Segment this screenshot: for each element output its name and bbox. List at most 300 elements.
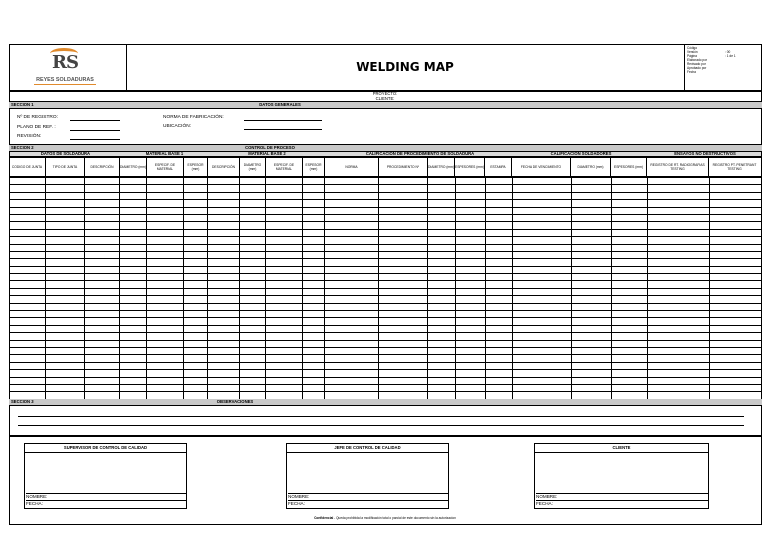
table-cell[interactable] xyxy=(184,244,208,251)
table-cell[interactable] xyxy=(85,296,120,303)
table-cell[interactable] xyxy=(379,207,428,214)
table-cell[interactable] xyxy=(184,362,208,369)
table-cell[interactable] xyxy=(485,347,512,354)
table-cell[interactable] xyxy=(455,185,485,192)
table-cell[interactable] xyxy=(266,384,303,391)
table-cell[interactable] xyxy=(485,303,512,310)
table-cell[interactable] xyxy=(10,340,46,347)
table-cell[interactable] xyxy=(611,333,647,340)
table-cell[interactable] xyxy=(147,303,184,310)
table-cell[interactable] xyxy=(325,229,379,236)
table-cell[interactable] xyxy=(240,281,266,288)
table-cell[interactable] xyxy=(571,229,611,236)
table-cell[interactable] xyxy=(611,178,647,185)
table-cell[interactable] xyxy=(303,266,325,273)
table-cell[interactable] xyxy=(120,259,147,266)
table-cell[interactable] xyxy=(266,311,303,318)
table-cell[interactable] xyxy=(512,340,571,347)
table-cell[interactable] xyxy=(46,333,85,340)
table-cell[interactable] xyxy=(208,214,240,221)
table-cell[interactable] xyxy=(485,288,512,295)
table-cell[interactable] xyxy=(428,237,455,244)
table-cell[interactable] xyxy=(85,347,120,354)
table-cell[interactable] xyxy=(379,178,428,185)
table-cell[interactable] xyxy=(266,185,303,192)
table-cell[interactable] xyxy=(325,259,379,266)
table-cell[interactable] xyxy=(428,347,455,354)
table-cell[interactable] xyxy=(647,333,709,340)
table-cell[interactable] xyxy=(240,377,266,384)
table-cell[interactable] xyxy=(325,192,379,199)
table-cell[interactable] xyxy=(85,384,120,391)
table-cell[interactable] xyxy=(709,318,761,325)
table-cell[interactable] xyxy=(571,311,611,318)
table-cell[interactable] xyxy=(428,288,455,295)
table-cell[interactable] xyxy=(379,384,428,391)
table-cell[interactable] xyxy=(266,370,303,377)
table-cell[interactable] xyxy=(240,384,266,391)
table-cell[interactable] xyxy=(512,325,571,332)
table-cell[interactable] xyxy=(240,288,266,295)
table-cell[interactable] xyxy=(325,384,379,391)
table-cell[interactable] xyxy=(184,377,208,384)
table-cell[interactable] xyxy=(208,296,240,303)
table-cell[interactable] xyxy=(611,229,647,236)
table-cell[interactable] xyxy=(147,251,184,258)
table-cell[interactable] xyxy=(85,311,120,318)
table-cell[interactable] xyxy=(647,207,709,214)
table-cell[interactable] xyxy=(303,296,325,303)
table-cell[interactable] xyxy=(46,200,85,207)
table-cell[interactable] xyxy=(428,214,455,221)
table-cell[interactable] xyxy=(120,318,147,325)
table-cell[interactable] xyxy=(647,325,709,332)
table-cell[interactable] xyxy=(325,266,379,273)
table-cell[interactable] xyxy=(571,178,611,185)
table-cell[interactable] xyxy=(46,251,85,258)
table-cell[interactable] xyxy=(428,222,455,229)
table-cell[interactable] xyxy=(428,229,455,236)
table-cell[interactable] xyxy=(325,311,379,318)
table-cell[interactable] xyxy=(46,281,85,288)
table-cell[interactable] xyxy=(85,200,120,207)
table-cell[interactable] xyxy=(85,281,120,288)
table-cell[interactable] xyxy=(266,288,303,295)
table-cell[interactable] xyxy=(571,185,611,192)
table-cell[interactable] xyxy=(512,311,571,318)
table-cell[interactable] xyxy=(428,178,455,185)
table-cell[interactable] xyxy=(120,207,147,214)
table-cell[interactable] xyxy=(428,251,455,258)
table-cell[interactable] xyxy=(709,259,761,266)
table-cell[interactable] xyxy=(240,318,266,325)
table-cell[interactable] xyxy=(303,377,325,384)
table-cell[interactable] xyxy=(208,303,240,310)
table-cell[interactable] xyxy=(485,237,512,244)
table-cell[interactable] xyxy=(303,251,325,258)
table-cell[interactable] xyxy=(303,384,325,391)
table-cell[interactable] xyxy=(46,303,85,310)
table-cell[interactable] xyxy=(240,244,266,251)
table-cell[interactable] xyxy=(512,244,571,251)
table-cell[interactable] xyxy=(46,214,85,221)
table-cell[interactable] xyxy=(571,325,611,332)
table-cell[interactable] xyxy=(325,296,379,303)
table-cell[interactable] xyxy=(303,370,325,377)
table-cell[interactable] xyxy=(266,355,303,362)
table-cell[interactable] xyxy=(709,355,761,362)
table-cell[interactable] xyxy=(85,229,120,236)
table-cell[interactable] xyxy=(184,318,208,325)
table-cell[interactable] xyxy=(147,274,184,281)
table-cell[interactable] xyxy=(512,214,571,221)
table-cell[interactable] xyxy=(10,296,46,303)
table-cell[interactable] xyxy=(512,288,571,295)
table-cell[interactable] xyxy=(709,274,761,281)
table-cell[interactable] xyxy=(85,244,120,251)
table-cell[interactable] xyxy=(266,251,303,258)
table-cell[interactable] xyxy=(147,311,184,318)
table-cell[interactable] xyxy=(611,377,647,384)
table-cell[interactable] xyxy=(512,274,571,281)
table-cell[interactable] xyxy=(147,259,184,266)
table-cell[interactable] xyxy=(611,281,647,288)
table-cell[interactable] xyxy=(379,355,428,362)
table-cell[interactable] xyxy=(325,355,379,362)
table-cell[interactable] xyxy=(10,244,46,251)
table-cell[interactable] xyxy=(611,325,647,332)
table-cell[interactable] xyxy=(379,274,428,281)
table-cell[interactable] xyxy=(303,207,325,214)
table-cell[interactable] xyxy=(46,274,85,281)
table-cell[interactable] xyxy=(485,318,512,325)
table-cell[interactable] xyxy=(85,185,120,192)
table-cell[interactable] xyxy=(455,362,485,369)
table-cell[interactable] xyxy=(571,207,611,214)
table-cell[interactable] xyxy=(240,340,266,347)
table-cell[interactable] xyxy=(184,370,208,377)
table-cell[interactable] xyxy=(611,362,647,369)
table-cell[interactable] xyxy=(120,296,147,303)
table-cell[interactable] xyxy=(709,325,761,332)
table-cell[interactable] xyxy=(208,370,240,377)
table-cell[interactable] xyxy=(512,237,571,244)
table-cell[interactable] xyxy=(10,214,46,221)
norma-field[interactable] xyxy=(244,120,322,121)
table-cell[interactable] xyxy=(455,333,485,340)
table-cell[interactable] xyxy=(455,178,485,185)
table-cell[interactable] xyxy=(571,362,611,369)
table-cell[interactable] xyxy=(325,377,379,384)
table-cell[interactable] xyxy=(266,281,303,288)
table-cell[interactable] xyxy=(303,229,325,236)
table-cell[interactable] xyxy=(303,340,325,347)
table-cell[interactable] xyxy=(455,237,485,244)
table-cell[interactable] xyxy=(647,274,709,281)
table-cell[interactable] xyxy=(485,266,512,273)
table-cell[interactable] xyxy=(325,200,379,207)
table-cell[interactable] xyxy=(485,222,512,229)
table-cell[interactable] xyxy=(10,281,46,288)
table-cell[interactable] xyxy=(46,340,85,347)
table-cell[interactable] xyxy=(485,377,512,384)
table-cell[interactable] xyxy=(325,185,379,192)
table-cell[interactable] xyxy=(647,244,709,251)
table-cell[interactable] xyxy=(266,207,303,214)
table-cell[interactable] xyxy=(428,200,455,207)
table-cell[interactable] xyxy=(709,384,761,391)
table-cell[interactable] xyxy=(208,200,240,207)
table-cell[interactable] xyxy=(120,384,147,391)
table-cell[interactable] xyxy=(240,362,266,369)
table-cell[interactable] xyxy=(85,207,120,214)
table-cell[interactable] xyxy=(85,333,120,340)
table-cell[interactable] xyxy=(85,222,120,229)
table-cell[interactable] xyxy=(208,207,240,214)
table-cell[interactable] xyxy=(485,244,512,251)
table-cell[interactable] xyxy=(208,333,240,340)
table-cell[interactable] xyxy=(240,237,266,244)
table-cell[interactable] xyxy=(147,229,184,236)
table-cell[interactable] xyxy=(379,281,428,288)
table-cell[interactable] xyxy=(325,207,379,214)
table-cell[interactable] xyxy=(147,244,184,251)
table-cell[interactable] xyxy=(512,370,571,377)
revision-field[interactable] xyxy=(70,139,120,140)
table-cell[interactable] xyxy=(184,222,208,229)
table-cell[interactable] xyxy=(266,244,303,251)
table-cell[interactable] xyxy=(240,222,266,229)
table-cell[interactable] xyxy=(428,340,455,347)
table-cell[interactable] xyxy=(120,192,147,199)
table-cell[interactable] xyxy=(240,192,266,199)
table-cell[interactable] xyxy=(428,318,455,325)
table-cell[interactable] xyxy=(208,347,240,354)
table-cell[interactable] xyxy=(611,237,647,244)
table-cell[interactable] xyxy=(46,185,85,192)
table-cell[interactable] xyxy=(611,311,647,318)
table-cell[interactable] xyxy=(120,288,147,295)
table-cell[interactable] xyxy=(85,303,120,310)
table-cell[interactable] xyxy=(379,237,428,244)
table-cell[interactable] xyxy=(303,318,325,325)
table-cell[interactable] xyxy=(208,377,240,384)
table-cell[interactable] xyxy=(208,244,240,251)
table-cell[interactable] xyxy=(208,259,240,266)
table-cell[interactable] xyxy=(184,207,208,214)
table-cell[interactable] xyxy=(485,384,512,391)
table-cell[interactable] xyxy=(240,229,266,236)
table-cell[interactable] xyxy=(455,340,485,347)
table-cell[interactable] xyxy=(266,266,303,273)
table-cell[interactable] xyxy=(485,370,512,377)
table-cell[interactable] xyxy=(266,222,303,229)
table-cell[interactable] xyxy=(571,288,611,295)
table-cell[interactable] xyxy=(240,178,266,185)
table-cell[interactable] xyxy=(208,237,240,244)
table-cell[interactable] xyxy=(208,325,240,332)
table-cell[interactable] xyxy=(46,207,85,214)
table-cell[interactable] xyxy=(325,318,379,325)
table-cell[interactable] xyxy=(455,192,485,199)
table-cell[interactable] xyxy=(485,340,512,347)
table-cell[interactable] xyxy=(571,237,611,244)
table-cell[interactable] xyxy=(10,200,46,207)
table-cell[interactable] xyxy=(10,370,46,377)
table-cell[interactable] xyxy=(46,192,85,199)
table-cell[interactable] xyxy=(10,266,46,273)
table-cell[interactable] xyxy=(709,333,761,340)
table-cell[interactable] xyxy=(512,259,571,266)
table-cell[interactable] xyxy=(266,178,303,185)
table-cell[interactable] xyxy=(46,370,85,377)
table-cell[interactable] xyxy=(485,362,512,369)
table-cell[interactable] xyxy=(455,296,485,303)
table-cell[interactable] xyxy=(240,370,266,377)
table-cell[interactable] xyxy=(266,318,303,325)
table-cell[interactable] xyxy=(208,229,240,236)
table-cell[interactable] xyxy=(10,355,46,362)
table-cell[interactable] xyxy=(512,303,571,310)
table-cell[interactable] xyxy=(85,237,120,244)
table-cell[interactable] xyxy=(208,340,240,347)
table-cell[interactable] xyxy=(85,355,120,362)
table-cell[interactable] xyxy=(266,377,303,384)
table-cell[interactable] xyxy=(428,362,455,369)
table-cell[interactable] xyxy=(709,222,761,229)
table-cell[interactable] xyxy=(240,251,266,258)
table-cell[interactable] xyxy=(379,340,428,347)
table-cell[interactable] xyxy=(120,370,147,377)
table-cell[interactable] xyxy=(571,214,611,221)
table-cell[interactable] xyxy=(709,303,761,310)
table-cell[interactable] xyxy=(303,362,325,369)
table-cell[interactable] xyxy=(46,318,85,325)
table-cell[interactable] xyxy=(120,222,147,229)
table-cell[interactable] xyxy=(240,266,266,273)
table-cell[interactable] xyxy=(120,311,147,318)
table-cell[interactable] xyxy=(428,281,455,288)
table-cell[interactable] xyxy=(147,325,184,332)
table-cell[interactable] xyxy=(147,281,184,288)
table-cell[interactable] xyxy=(647,303,709,310)
table-cell[interactable] xyxy=(10,222,46,229)
table-cell[interactable] xyxy=(120,251,147,258)
table-cell[interactable] xyxy=(10,192,46,199)
table-cell[interactable] xyxy=(428,311,455,318)
table-cell[interactable] xyxy=(147,355,184,362)
table-cell[interactable] xyxy=(455,200,485,207)
table-cell[interactable] xyxy=(147,347,184,354)
table-cell[interactable] xyxy=(512,251,571,258)
table-cell[interactable] xyxy=(325,281,379,288)
table-cell[interactable] xyxy=(303,259,325,266)
table-cell[interactable] xyxy=(647,340,709,347)
table-cell[interactable] xyxy=(379,288,428,295)
table-cell[interactable] xyxy=(120,178,147,185)
table-cell[interactable] xyxy=(571,274,611,281)
table-cell[interactable] xyxy=(647,355,709,362)
table-cell[interactable] xyxy=(120,214,147,221)
observaciones-box[interactable] xyxy=(9,405,762,436)
table-cell[interactable] xyxy=(455,288,485,295)
table-cell[interactable] xyxy=(208,288,240,295)
table-cell[interactable] xyxy=(240,325,266,332)
table-cell[interactable] xyxy=(46,296,85,303)
table-cell[interactable] xyxy=(571,355,611,362)
table-cell[interactable] xyxy=(208,266,240,273)
table-cell[interactable] xyxy=(303,192,325,199)
table-cell[interactable] xyxy=(208,192,240,199)
table-cell[interactable] xyxy=(325,222,379,229)
table-cell[interactable] xyxy=(428,192,455,199)
table-cell[interactable] xyxy=(46,244,85,251)
table-cell[interactable] xyxy=(10,333,46,340)
table-cell[interactable] xyxy=(147,185,184,192)
table-cell[interactable] xyxy=(184,185,208,192)
table-cell[interactable] xyxy=(379,347,428,354)
table-cell[interactable] xyxy=(647,237,709,244)
table-cell[interactable] xyxy=(46,222,85,229)
table-cell[interactable] xyxy=(208,281,240,288)
table-cell[interactable] xyxy=(512,318,571,325)
table-cell[interactable] xyxy=(512,333,571,340)
table-cell[interactable] xyxy=(303,311,325,318)
table-cell[interactable] xyxy=(611,318,647,325)
table-cell[interactable] xyxy=(512,178,571,185)
table-cell[interactable] xyxy=(455,318,485,325)
table-cell[interactable] xyxy=(120,244,147,251)
table-cell[interactable] xyxy=(709,244,761,251)
table-cell[interactable] xyxy=(647,347,709,354)
table-cell[interactable] xyxy=(485,200,512,207)
table-cell[interactable] xyxy=(303,222,325,229)
signature-jefe[interactable] xyxy=(286,443,449,509)
table-cell[interactable] xyxy=(10,384,46,391)
table-cell[interactable] xyxy=(120,303,147,310)
table-cell[interactable] xyxy=(611,266,647,273)
table-cell[interactable] xyxy=(428,185,455,192)
table-cell[interactable] xyxy=(512,222,571,229)
table-cell[interactable] xyxy=(10,288,46,295)
table-cell[interactable] xyxy=(611,222,647,229)
table-cell[interactable] xyxy=(85,214,120,221)
plano-field[interactable] xyxy=(70,130,120,131)
table-cell[interactable] xyxy=(512,266,571,273)
table-cell[interactable] xyxy=(455,347,485,354)
table-cell[interactable] xyxy=(147,318,184,325)
table-cell[interactable] xyxy=(10,347,46,354)
table-cell[interactable] xyxy=(379,222,428,229)
table-cell[interactable] xyxy=(379,200,428,207)
signature-supervisor[interactable] xyxy=(24,443,187,509)
table-cell[interactable] xyxy=(709,200,761,207)
table-cell[interactable] xyxy=(184,259,208,266)
table-cell[interactable] xyxy=(455,355,485,362)
table-cell[interactable] xyxy=(428,333,455,340)
table-cell[interactable] xyxy=(46,362,85,369)
table-cell[interactable] xyxy=(709,340,761,347)
table-cell[interactable] xyxy=(240,355,266,362)
table-cell[interactable] xyxy=(303,214,325,221)
table-cell[interactable] xyxy=(325,244,379,251)
table-cell[interactable] xyxy=(571,192,611,199)
table-cell[interactable] xyxy=(208,185,240,192)
table-cell[interactable] xyxy=(120,340,147,347)
table-cell[interactable] xyxy=(184,214,208,221)
table-cell[interactable] xyxy=(428,370,455,377)
table-cell[interactable] xyxy=(512,229,571,236)
